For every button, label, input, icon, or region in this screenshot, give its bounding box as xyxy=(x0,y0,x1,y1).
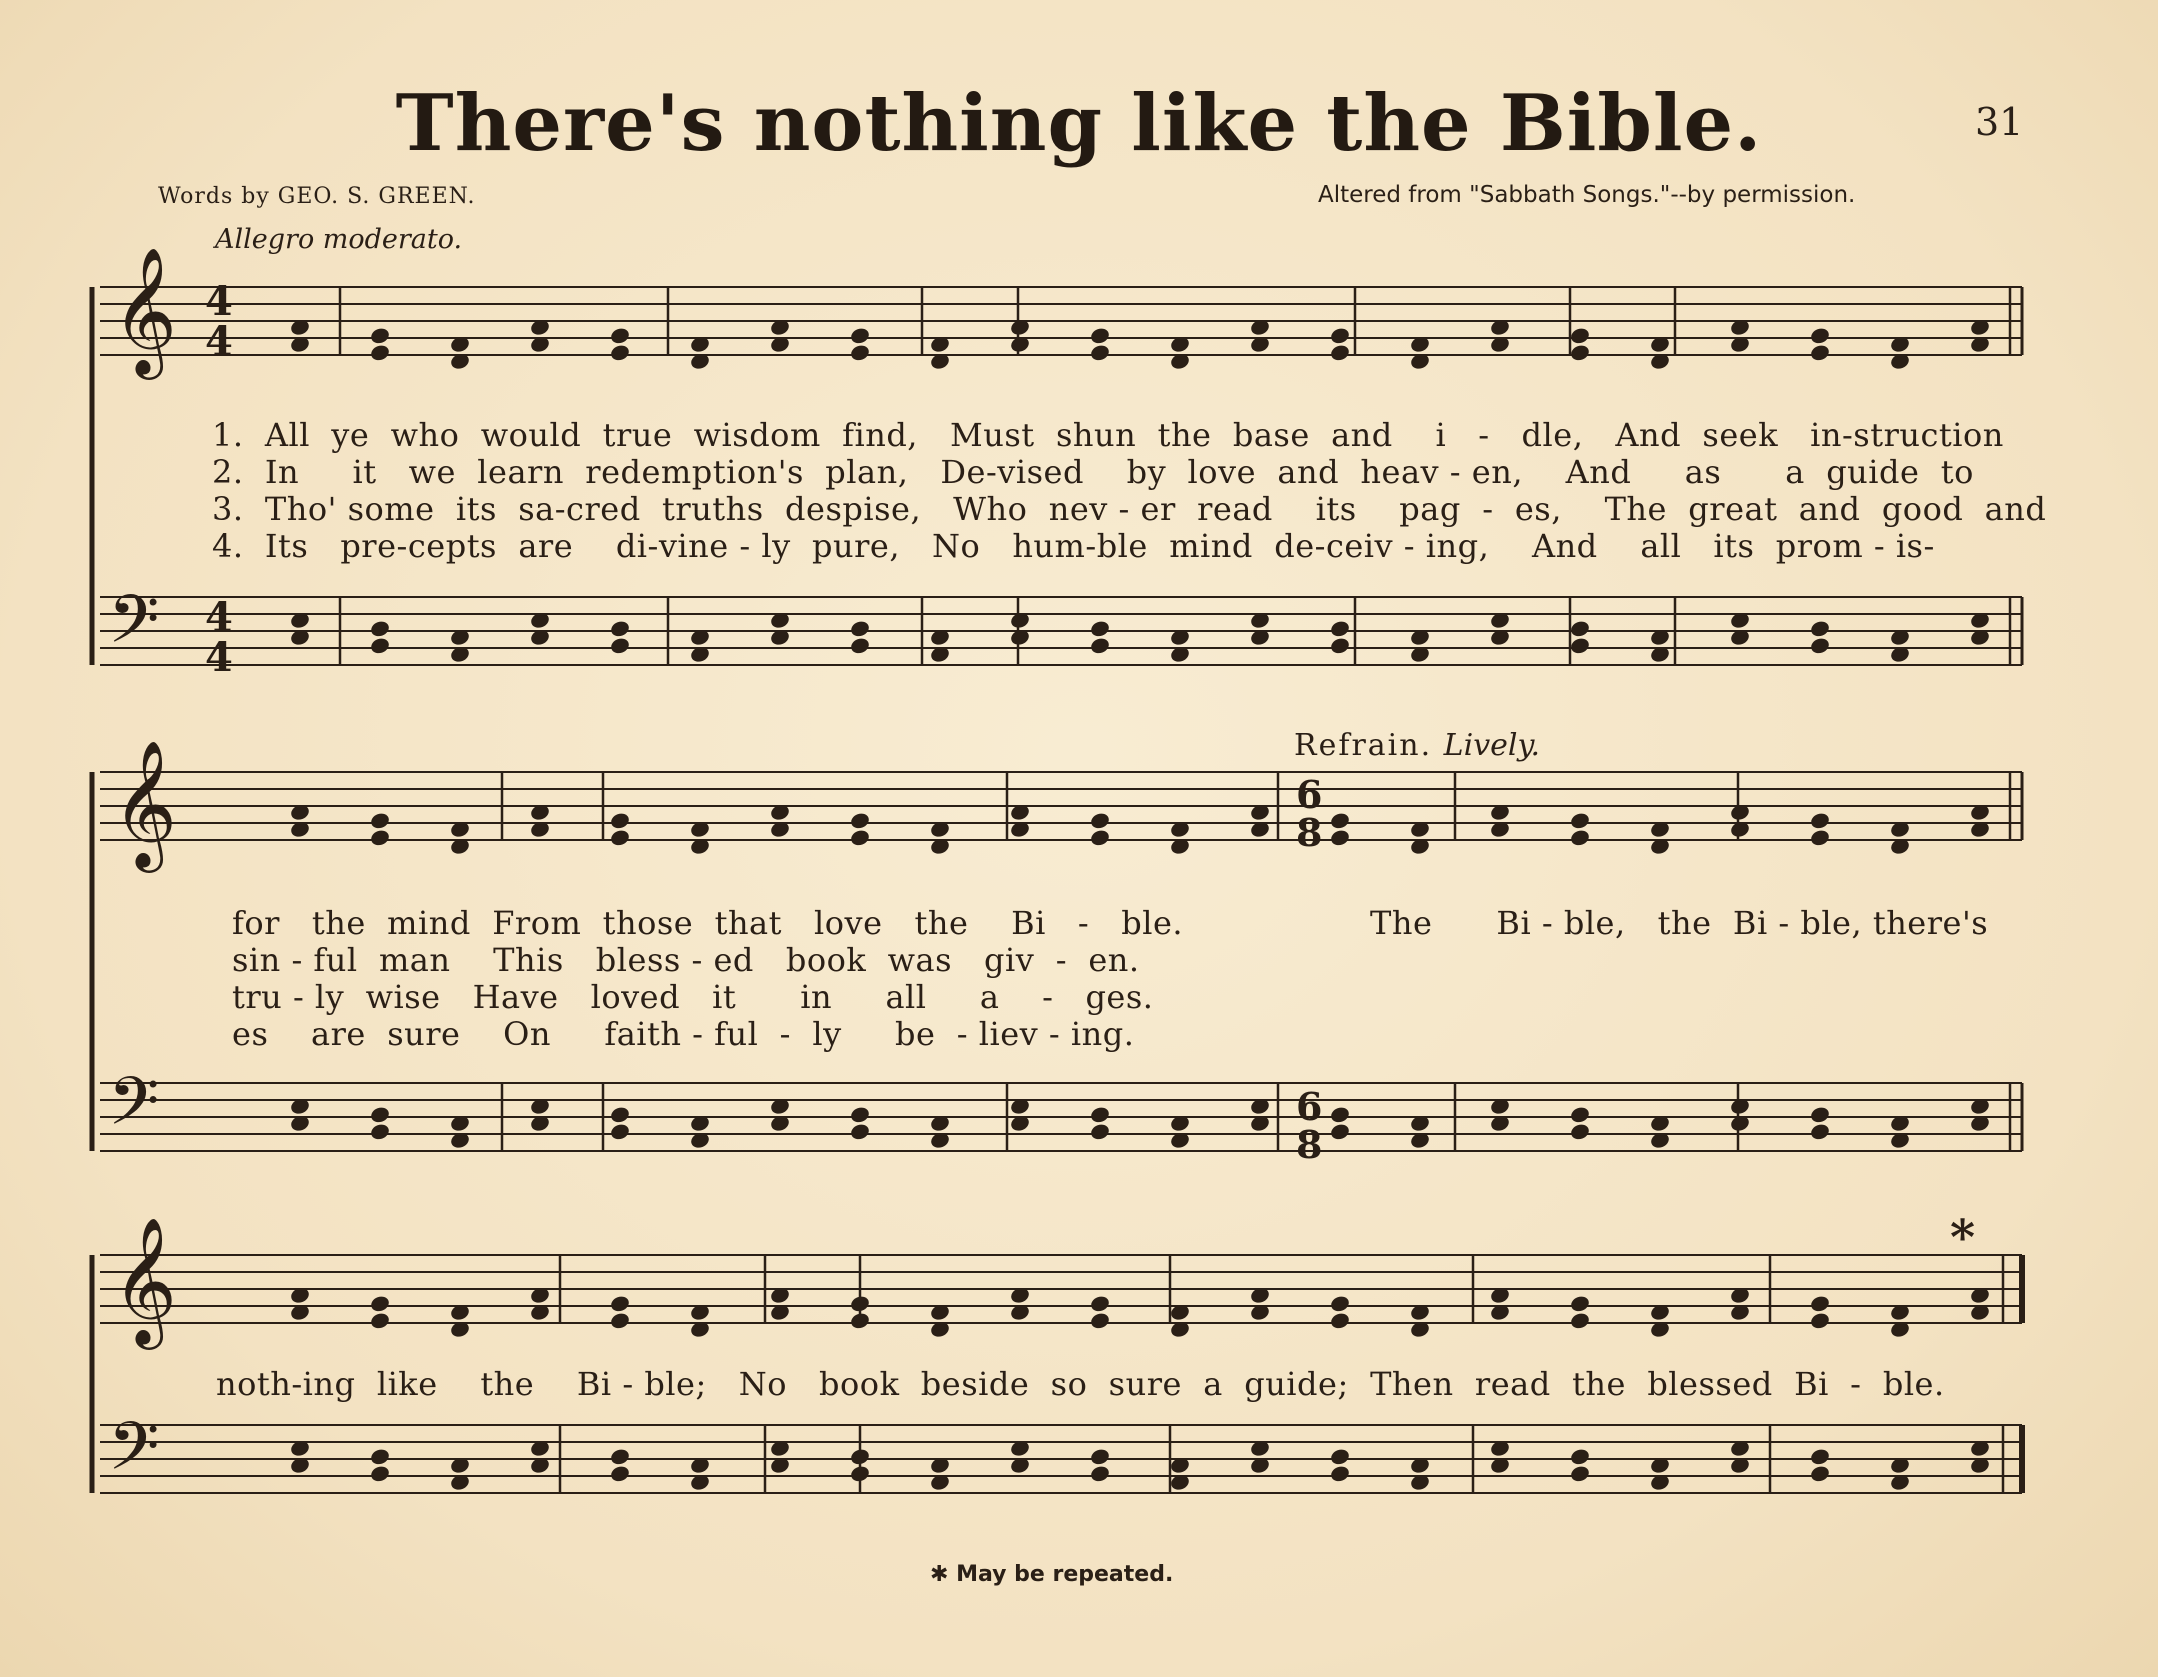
note-head xyxy=(1569,1464,1591,1483)
note-head xyxy=(369,619,391,638)
note-head xyxy=(849,1447,871,1466)
note-head xyxy=(369,1464,391,1483)
note-head xyxy=(1329,343,1351,362)
note-head xyxy=(1809,1105,1831,1124)
note-head xyxy=(609,619,631,638)
note-head xyxy=(609,326,631,345)
note-head xyxy=(1089,636,1111,655)
refrain-line-1: The Bi - ble, the Bi - ble, there's xyxy=(1370,904,1989,942)
note-head xyxy=(849,1294,871,1313)
treble-clef-icon: 𝄞 xyxy=(112,1216,178,1344)
note-head xyxy=(369,1447,391,1466)
verse-4-line-1: 4. Its pre-cepts are di-vine - ly pure, No hum-ble mind de-ceiv - ing, And all its prom - is- xyxy=(212,527,1935,565)
note-head xyxy=(1809,828,1831,847)
note-head xyxy=(849,343,871,362)
note-head xyxy=(369,326,391,345)
note-head xyxy=(369,1311,391,1330)
note-head xyxy=(1809,1122,1831,1141)
note-head xyxy=(1329,1105,1351,1124)
note-head xyxy=(609,1122,631,1141)
note-head xyxy=(1089,326,1111,345)
note-head xyxy=(1569,1105,1591,1124)
note-head xyxy=(849,619,871,638)
note-head xyxy=(1329,1447,1351,1466)
tempo-marking: Allegro moderato. xyxy=(215,224,463,255)
refrain-label: Refrain. Lively. xyxy=(1294,728,1540,763)
note-head xyxy=(1089,619,1111,638)
note-head xyxy=(849,326,871,345)
verse-3-line-1: 3. Tho' some its sa-cred truths despise, Who nev - er read its pag - es, The great and good and xyxy=(212,490,2047,528)
note-head xyxy=(1809,1311,1831,1330)
note-head xyxy=(1569,343,1591,362)
note-head xyxy=(1569,1122,1591,1141)
note-head xyxy=(849,1464,871,1483)
note-head xyxy=(609,1447,631,1466)
note-head xyxy=(1329,1464,1351,1483)
verse-4-line-2: es are sure On faith - ful - ly be - liev - ing. xyxy=(232,1015,1135,1053)
time-signature: 4 4 xyxy=(205,594,233,681)
note-head xyxy=(1089,1122,1111,1141)
refrain-line-2: noth-ing like the Bi - ble; No book beside so sure a guide; Then read the blessed Bi - ble. xyxy=(216,1365,1945,1403)
note-head xyxy=(609,1311,631,1330)
verse-1-line-1: 1. All ye who would true wisdom find, Must shun the base and i - dle, And seek in-struction xyxy=(212,416,2004,454)
note-head xyxy=(849,811,871,830)
note-head xyxy=(849,636,871,655)
note-head xyxy=(849,1105,871,1124)
note-head xyxy=(1809,1464,1831,1483)
footnote: ✱ May be repeated. xyxy=(930,1562,1174,1587)
note-head xyxy=(369,636,391,655)
source-credit: Altered from "Sabbath Songs."--by permission. xyxy=(1318,182,1856,208)
note-head xyxy=(1329,828,1351,847)
note-head xyxy=(369,343,391,362)
refrain-time-signature: 6 8 xyxy=(1296,1084,1323,1167)
note-head xyxy=(369,1122,391,1141)
note-head xyxy=(1329,1294,1351,1313)
note-head xyxy=(1089,1105,1111,1124)
note-head xyxy=(609,1105,631,1124)
bass-clef-icon: 𝄢 xyxy=(108,1408,160,1501)
note-head xyxy=(1329,619,1351,638)
hymn-title: There's nothing like the Bible. xyxy=(395,78,1763,169)
verse-2-line-2: sin - ful man This bless - ed book was giv - en. xyxy=(232,941,1140,979)
note-head xyxy=(1329,811,1351,830)
note-head xyxy=(1569,811,1591,830)
note-head xyxy=(1089,811,1111,830)
note-head xyxy=(609,811,631,830)
note-head xyxy=(1089,1294,1111,1313)
note-head xyxy=(849,1311,871,1330)
verse-2-line-1: 2. In it we learn redemption's plan, De-vised by love and heav - en, And as a guide to xyxy=(212,453,1974,491)
note-head xyxy=(1329,636,1351,655)
time-signature: 4 4 xyxy=(205,278,233,365)
treble-clef-icon: 𝄞 xyxy=(112,739,178,867)
bass-clef-icon: 𝄢 xyxy=(108,581,160,674)
note-head xyxy=(369,1105,391,1124)
note-head xyxy=(609,343,631,362)
bass-clef-icon: 𝄢 xyxy=(108,1063,160,1156)
note-head xyxy=(1569,1294,1591,1313)
note-head xyxy=(1089,1464,1111,1483)
note-head xyxy=(369,811,391,830)
note-head xyxy=(849,1122,871,1141)
note-head xyxy=(1089,1447,1111,1466)
note-head xyxy=(849,828,871,847)
note-head xyxy=(1569,326,1591,345)
note-head xyxy=(1089,1311,1111,1330)
note-head xyxy=(369,828,391,847)
page-number: 31 xyxy=(1975,100,2024,144)
note-head xyxy=(1809,1294,1831,1313)
note-head xyxy=(1569,619,1591,638)
note-head xyxy=(1569,1447,1591,1466)
repeat-asterisk: * xyxy=(1950,1210,1976,1266)
note-head xyxy=(1809,619,1831,638)
note-head xyxy=(1809,636,1831,655)
note-head xyxy=(609,636,631,655)
note-head xyxy=(1569,636,1591,655)
note-head xyxy=(1569,1311,1591,1330)
treble-clef-icon: 𝄞 xyxy=(112,246,178,374)
note-head xyxy=(1809,1447,1831,1466)
words-credit: Words by GEO. S. GREEN. xyxy=(158,184,476,209)
refrain-time-signature: 6 8 xyxy=(1296,772,1323,855)
note-head xyxy=(1809,343,1831,362)
note-head xyxy=(609,1464,631,1483)
note-head xyxy=(369,1294,391,1313)
note-head xyxy=(609,828,631,847)
note-head xyxy=(1329,1122,1351,1141)
note-head xyxy=(1329,326,1351,345)
note-head xyxy=(1809,811,1831,830)
note-head xyxy=(1809,326,1831,345)
note-head xyxy=(1569,828,1591,847)
note-head xyxy=(1089,828,1111,847)
verse-1-line-2: for the mind From those that love the Bi - ble. xyxy=(232,904,1184,942)
verse-3-line-2: tru - ly wise Have loved it in all a - ges. xyxy=(232,978,1154,1016)
note-head xyxy=(1329,1311,1351,1330)
note-head xyxy=(609,1294,631,1313)
note-head xyxy=(1089,343,1111,362)
